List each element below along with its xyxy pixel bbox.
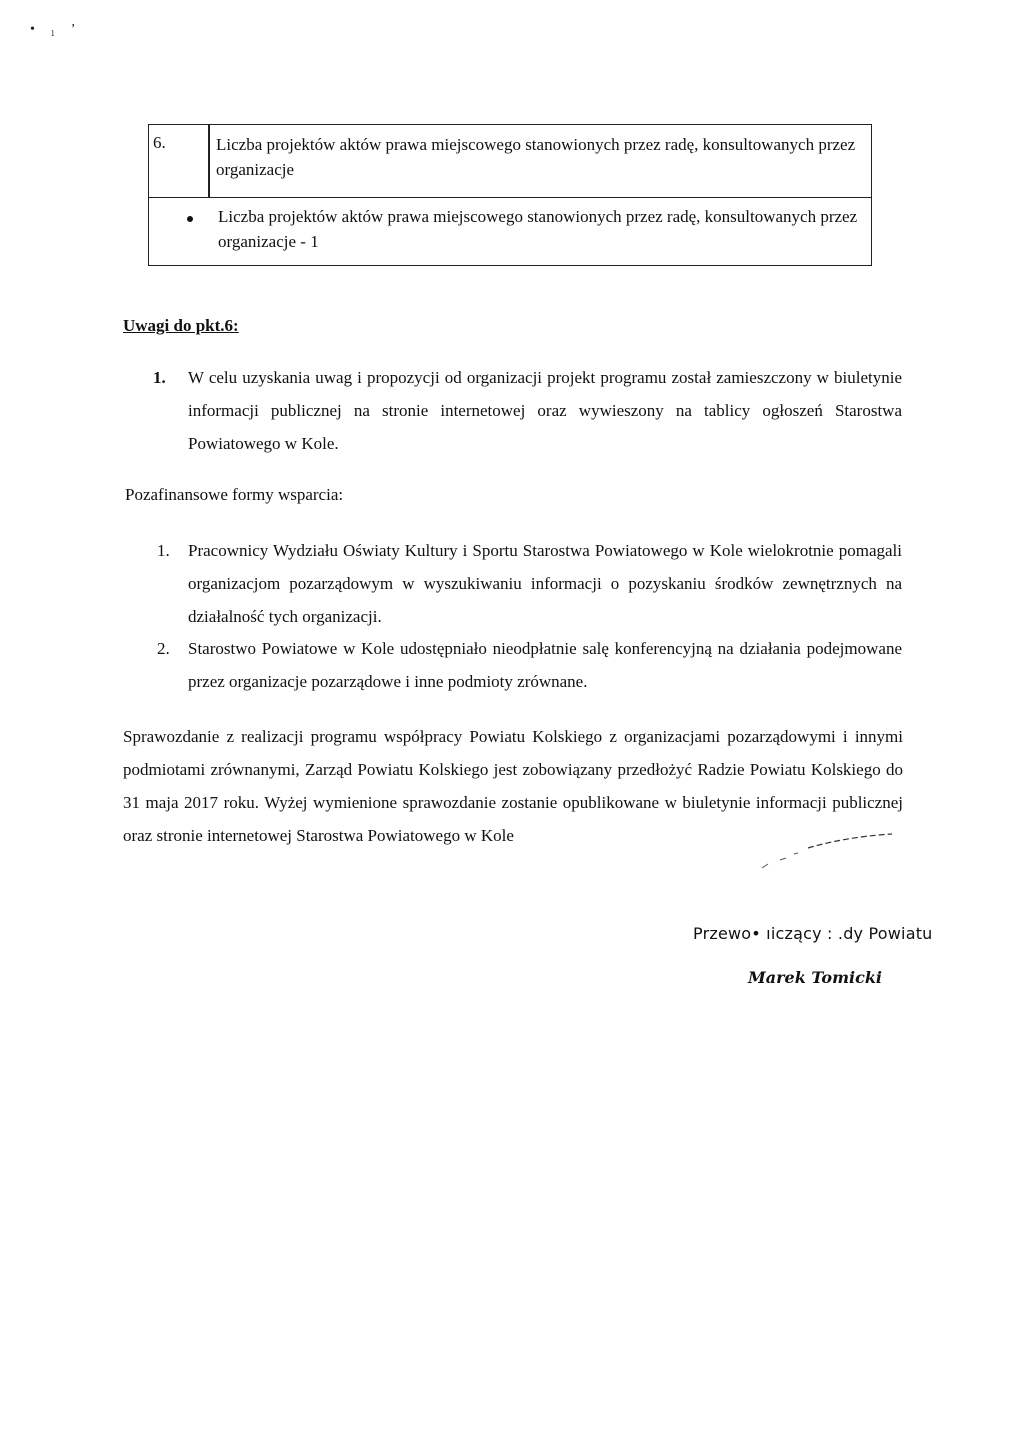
indicator-table	[148, 124, 872, 266]
notes-heading: Uwagi do pkt.6:	[123, 316, 239, 335]
table-row-header	[149, 125, 871, 198]
stamp-title: Przewo• ıiczący : .dy Powiatu	[693, 924, 933, 943]
corner-marks: • ₁ ʼ	[30, 22, 82, 37]
stamp-name: Marek Tomicki	[748, 968, 882, 987]
nonfinancial-item-2-number: 2.	[157, 639, 170, 658]
row-title: Liczba projektów aktów prawa miejscowego stanowionych przez radę, konsultowanych przez organizacje	[216, 135, 856, 179]
bullet-icon	[187, 216, 193, 222]
row-value: Liczba projektów aktów prawa miejscowego stanowionych przez radę, konsultowanych przez organizacje - 1	[218, 207, 858, 251]
nonfinancial-item-2-text: Starostwo Powiatowe w Kole udostępniało nieodpłatnie salę konferencyjną na działania podejmowane przez organizacje pozarządowe i inne podmioty zrównane.	[188, 639, 902, 691]
summary-paragraph: Sprawozdanie z realizacji programu współpracy Powiatu Kolskiego z organizacjami pozarządowymi i innymi podmiotami zrównanymi, Zarząd Powiatu Kolskiego jest zobowiązany przedłożyć Radzie Powiatu Kolskiego do 31 maja 2017 roku. Wyżej wymienione sprawozdanie zostanie opublikowane w biuletynie informacji publicznej oraz stronie internetowej Starostwa Powiatowego w Kole	[123, 727, 903, 845]
nonfinancial-item-1-text: Pracownicy Wydziału Oświaty Kultury i Sportu Starostwa Powiatowego w Kole wielokrotnie pomagali organizacjom pozarządowym w wyszukiwaniu informacji o pozyskaniu środków zewnętrznych na działalność tych organizacji.	[188, 541, 902, 626]
signature-stroke	[758, 822, 898, 872]
notes-item-text: W celu uzyskania uwag i propozycji od organizacji projekt programu został zamieszczony w biuletynie informacji publicznej na stronie internetowej oraz wywieszony na tablicy ogłoszeń Starostwa Powiatowego w Kole.	[188, 368, 902, 453]
nonfinancial-item-1-number: 1.	[157, 541, 170, 560]
row-number: 6.	[153, 133, 166, 152]
column-divider	[208, 125, 210, 197]
notes-item-number: 1.	[153, 368, 166, 387]
nonfinancial-heading: Pozafinansowe formy wsparcia:	[125, 485, 344, 504]
